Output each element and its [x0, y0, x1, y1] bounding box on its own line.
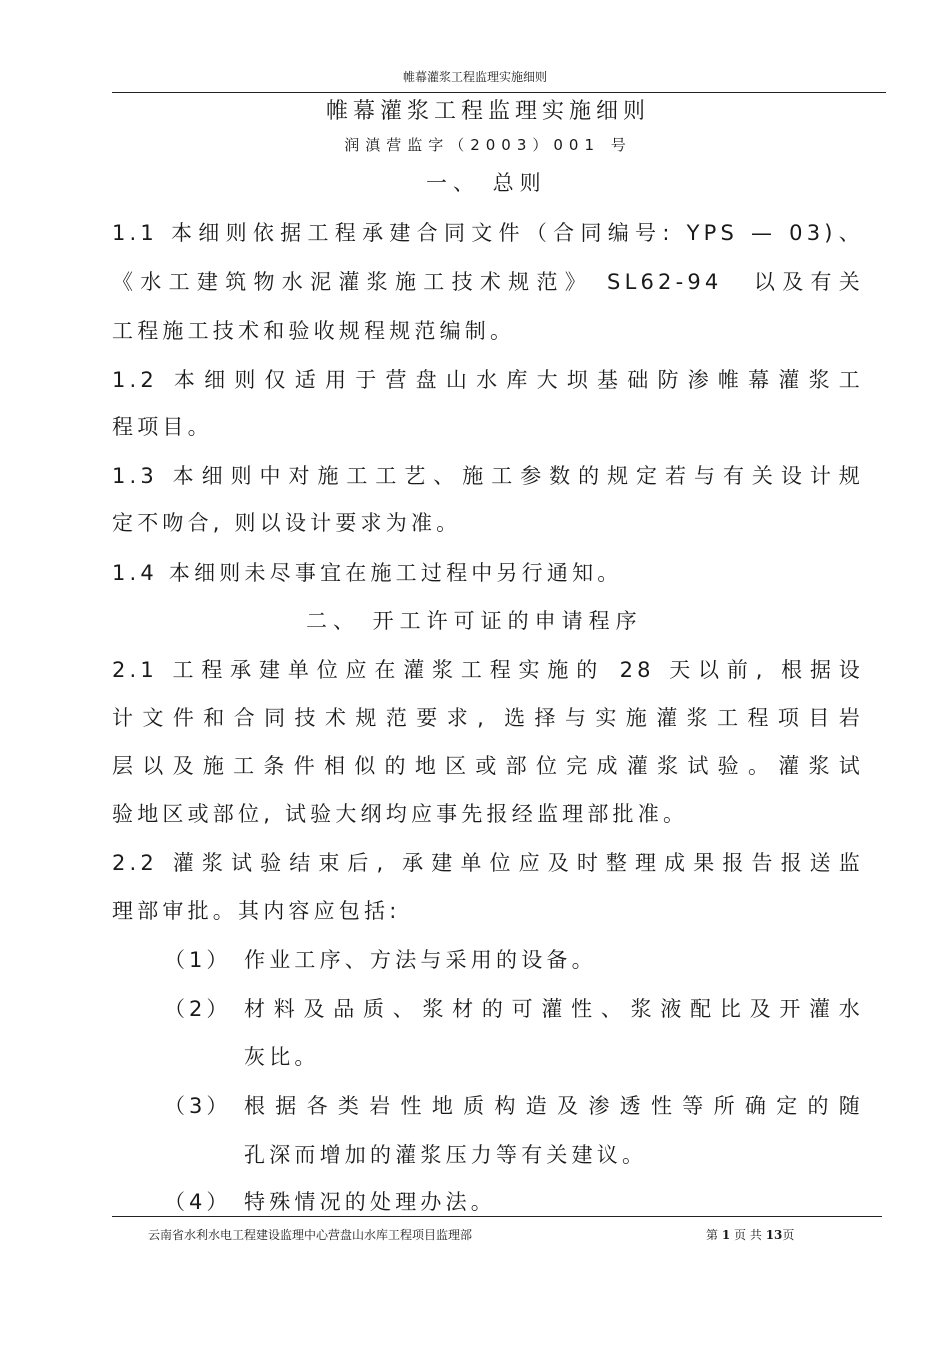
- list-item-number-2: （2）: [164, 997, 232, 1021]
- paragraph-1-2-line-1: 1.2 本细则仅适用于营盘山水库大坝基础防渗帷幕灌浆工: [112, 368, 864, 392]
- paragraph-1-3-line-2: 定不吻合, 则以设计要求为准。: [112, 511, 462, 535]
- paragraph-2-1-line-1: 2.1 工程承建单位应在灌浆工程实施的 28 天以前, 根据设: [112, 658, 864, 682]
- document-title: 帷幕灌浆工程监理实施细则: [325, 99, 650, 124]
- paragraph-1-3-line-1: 1.3 本细则中对施工工艺、施工参数的规定若与有关设计规: [112, 464, 864, 488]
- paragraph-1-4-line-1: 1.4 本细则未尽事宜在施工过程中另行通知。: [112, 561, 623, 585]
- list-item-number-1: （1）: [164, 948, 232, 972]
- paragraph-2-1-line-4: 验地区或部位, 试验大纲均应事先报经监理部批准。: [112, 802, 689, 826]
- footer-rule: [112, 1216, 882, 1217]
- list-item-number-3: （3）: [164, 1094, 232, 1118]
- footer-organization: 云南省水利水电工程建设监理中心营盘山水库工程项目监理部: [148, 1228, 473, 1242]
- page-number: [706, 1226, 794, 1243]
- page-mid: 页 共: [734, 1228, 762, 1242]
- list-item-2-line-2: 灰比。: [244, 1045, 320, 1069]
- paragraph-1-1-line-3: 工程施工技术和验收规程规范编制。: [112, 319, 516, 343]
- list-item-3-line-2: 孔深而增加的灌浆压力等有关建议。: [244, 1143, 648, 1167]
- paragraph-2-2-line-2: 理部审批。其内容应包括:: [112, 899, 401, 923]
- header-rule: [112, 92, 886, 93]
- list-item-3-line-1: 根据各类岩性地质构造及渗透性等所确定的随: [244, 1094, 864, 1118]
- section-heading-1: 一、 总则: [426, 171, 547, 195]
- paragraph-1-1-line-2: 《水工建筑物水泥灌浆施工技术规范》 SL62-94 以及有关: [112, 270, 864, 294]
- page-suffix: 页: [782, 1228, 795, 1242]
- list-item-1-line-1: 作业工序、方法与采用的设备。: [244, 948, 597, 972]
- paragraph-1-1-line-1: 1.1 本细则依据工程承建合同文件（合同编号: YPS — 03)、: [112, 221, 864, 245]
- list-item-number-4: （4）: [164, 1190, 232, 1214]
- document-number: 润滇营监字（2003）001 号: [344, 136, 632, 154]
- section-heading-2: 二、 开工许可证的申请程序: [306, 609, 643, 633]
- paragraph-2-1-line-3: 层以及施工条件相似的地区或部位完成灌浆试验。灌浆试: [112, 754, 864, 778]
- list-item-4-line-1: 特殊情况的处理办法。: [244, 1190, 496, 1214]
- list-item-2-line-1: 材料及品质、浆材的可灌性、浆液配比及开灌水: [244, 997, 864, 1021]
- running-header: 帷幕灌浆工程监理实施细则: [402, 70, 547, 84]
- page-total: 13: [765, 1228, 783, 1242]
- paragraph-2-2-line-1: 2.2 灌浆试验结束后, 承建单位应及时整理成果报告报送监: [112, 851, 864, 875]
- paragraph-1-2-line-2: 程项目。: [112, 415, 213, 439]
- page-current: 1: [721, 1228, 731, 1242]
- page-prefix: 第: [706, 1228, 719, 1242]
- paragraph-2-1-line-2: 计文件和合同技术规范要求, 选择与实施灌浆工程项目岩: [112, 706, 864, 730]
